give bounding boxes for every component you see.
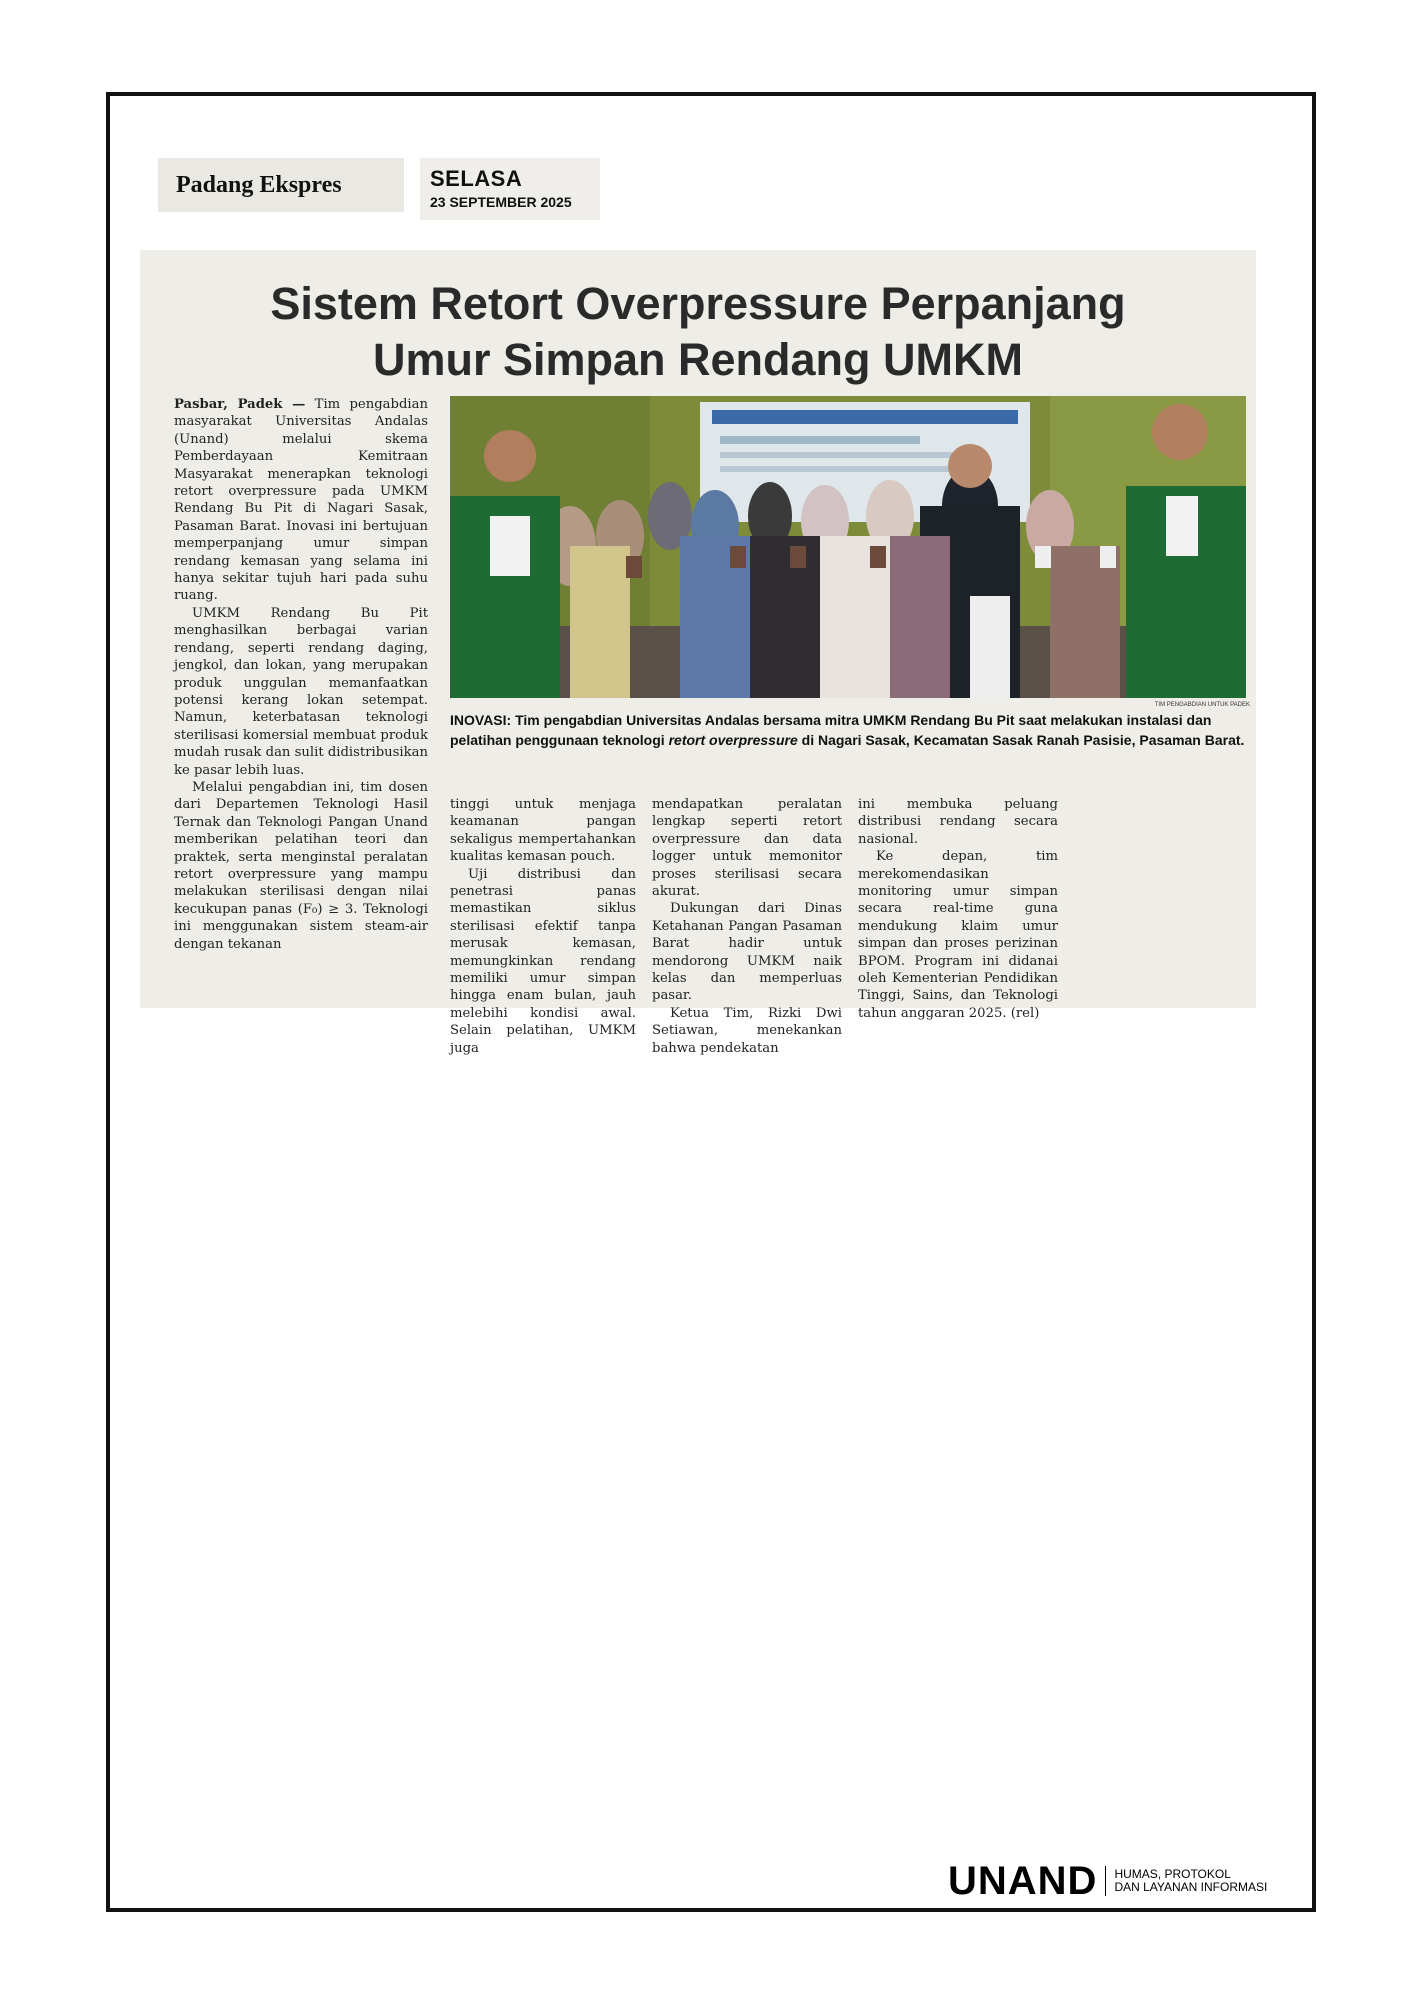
paragraph: Melalui pengabdian ini, tim dosen dari Departemen Teknologi Hasil Ternak dan Teknologi Pangan Unand memberikan pelatihan teori dan praktek, serta menginstal peralatan retort overpressure yang mampu melakukan sterilisasi dengan nilai kecukupan panas (F₀) ≥ 3. Teknologi ini menggunakan sistem steam-air dengan tekanan <box>174 779 428 952</box>
paragraph: UMKM Rendang Bu Pit menghasilkan berbagai varian rendang, seperti rendang daging, jengkol, dan lokan, yang merupakan produk unggulan memanfaatkan potensi kerang lokan setempat. Namun, keterbatasan teknologi sterilisasi komersial membuat produk mudah rusak dan sulit didistribusikan ke pasar lebih luas. <box>174 605 428 778</box>
unit-name-line-1: HUMAS, PROTOKOL <box>1114 1867 1231 1881</box>
newspaper-name: Padang Ekspres <box>176 171 342 198</box>
group-photo-illustration <box>450 396 1246 698</box>
date-clipping <box>420 158 600 220</box>
headline-line-1: Sistem Retort Overpressure Perpanjang <box>270 278 1126 329</box>
paragraph: Uji distribusi dan penetrasi panas memastikan siklus sterilisasi efektif tanpa merusak kemasan, memungkinkan rendang memiliki umur simpan hingga enam bulan, jauh melebihi kondisi awal. Selain pelatihan, UMKM juga <box>450 866 636 1056</box>
photo-credit: TIM PENGABDIAN UNTUK PADEK <box>1154 702 1250 708</box>
paragraph: Ketua Tim, Rizki Dwi Setiawan, menekankan bahwa pendekatan <box>652 1005 842 1056</box>
dateline: Pasbar, Padek — <box>174 397 306 412</box>
caption-text: Tim pengabdian Universitas Andalas bersama mitra UMKM Rendang Bu Pit saat melakukan instalasi dan pelatihan penggunaan teknologi <box>450 712 1212 748</box>
article-headline <box>140 276 1256 388</box>
caption-label: INOVASI: <box>450 712 512 728</box>
article-column-3 <box>652 796 842 1057</box>
caption-emphasis: retort overpressure <box>668 732 798 748</box>
publication-day: SELASA <box>430 166 523 191</box>
headline-line-2: Umur Simpan Rendang UMKM <box>372 334 1024 385</box>
paragraph: tinggi untuk menjaga keamanan pangan sekaligus mempertahankan kualitas kemasan pouch. <box>450 797 636 865</box>
paragraph: Dukungan dari Dinas Ketahanan Pangan Pasaman Barat hadir untuk mendorong UMKM naik kelas dan memperluas pasar. <box>652 901 842 1004</box>
paragraph: ini membuka peluang distribusi rendang secara nasional. <box>858 797 1058 847</box>
unand-logo <box>948 1858 1267 1904</box>
caption-text-end: di Nagari Sasak, Kecamatan Sasak Ranah Pasisie, Pasaman Barat. <box>801 732 1245 748</box>
paragraph: mendapatkan peralatan lengkap seperti retort overpressure dan data logger untuk memonitor proses sterilisasi secara akurat. <box>652 797 842 900</box>
publication-date: 23 SEPTEMBER 2025 <box>430 194 572 210</box>
article-column-4 <box>858 796 1058 1022</box>
photo-caption <box>450 710 1250 750</box>
newspaper-masthead <box>158 158 404 212</box>
article-column-2 <box>450 796 636 1057</box>
unand-wordmark: UNAND <box>948 1858 1098 1903</box>
unit-name-line-2: DAN LAYANAN INFORMASI <box>1114 1880 1268 1894</box>
paragraph: Tim pengabdian masyarakat Universitas Andalas (Unand) melalui skema Pemberdayaan Kemitraan Masyarakat menerapkan teknologi retort overpressure pada UMKM Rendang Bu Pit di Nagari Sasak, Pasaman Barat. Inovasi ini bertujuan memperpanjang umur simpan rendang kemasan yang selama ini hanya sekitar tujuh hari pada suhu ruang. <box>174 397 428 604</box>
article-photo <box>450 396 1246 698</box>
article-clipping <box>140 250 1256 1056</box>
logo-divider <box>1105 1866 1106 1896</box>
article-column-1 <box>174 396 428 953</box>
unit-name <box>1114 1868 1267 1894</box>
paragraph: Ke depan, tim merekomendasikan monitoring umur simpan secara real-time guna mendukung klaim umur simpan dan proses perizinan BPOM. Program ini didanai oleh Kementerian Pendidikan Tinggi, Sains, dan Teknologi tahun anggaran 2025. (rel) <box>858 849 1058 1021</box>
